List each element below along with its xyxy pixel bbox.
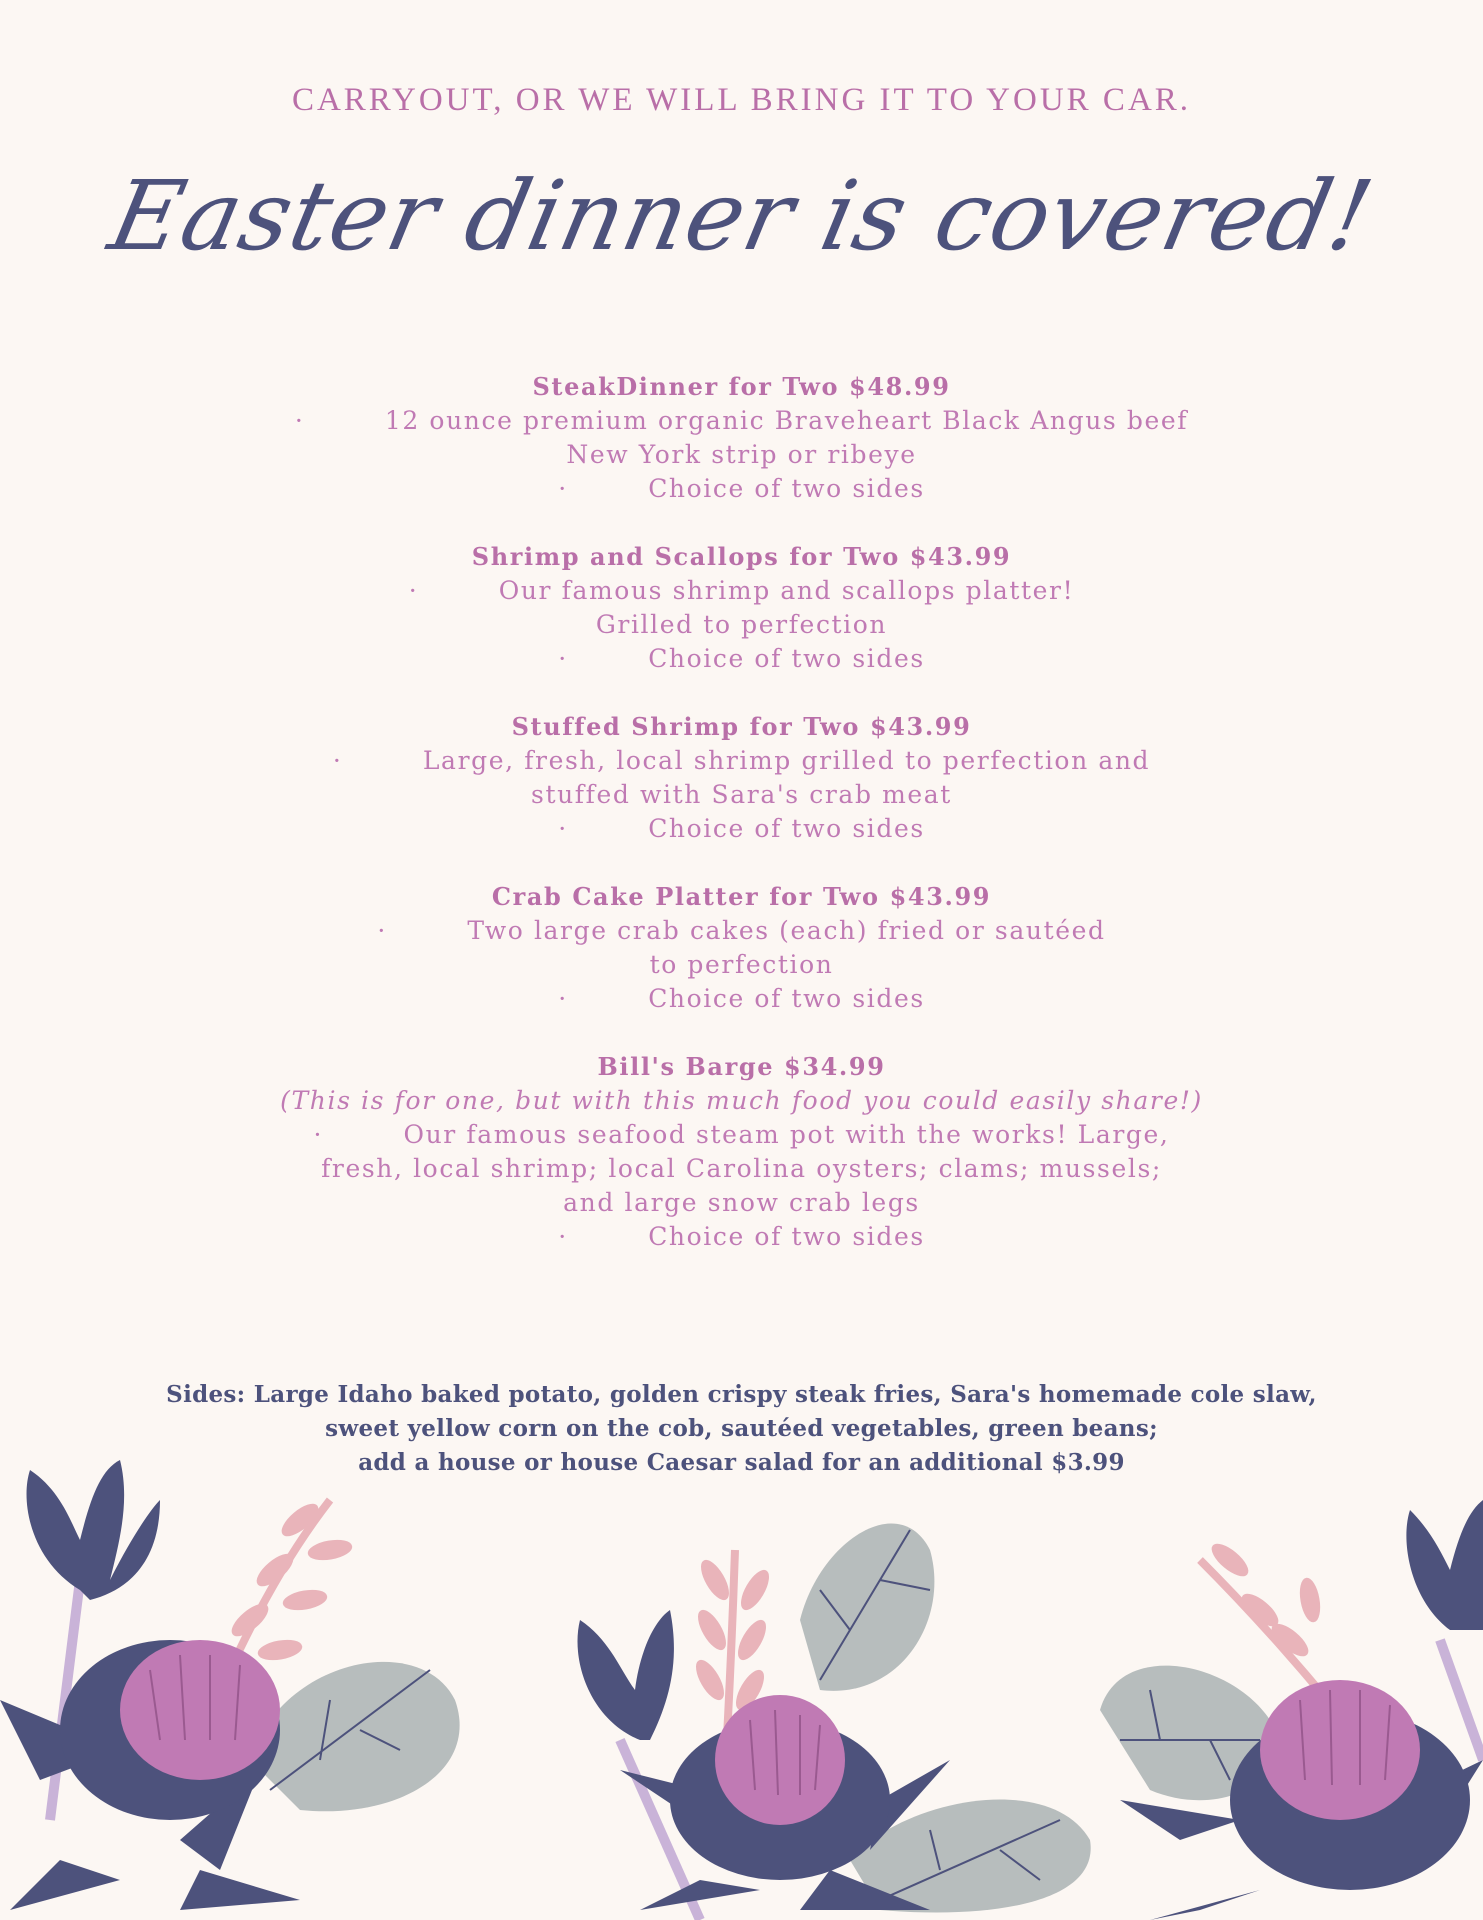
tagline: CARRYOUT, OR WE WILL BRING IT TO YOUR CAR. xyxy=(291,82,1192,118)
menu-item-line-text: Choice of two sides xyxy=(648,474,925,503)
menu-item-line xyxy=(0,642,1483,676)
bullet-icon: · xyxy=(294,406,305,435)
sides-line: add a house or house Caesar salad for an additional $3.99 xyxy=(358,1449,1125,1476)
menu-item-line-text: New York strip or ribeye xyxy=(566,440,917,469)
leaf-icon xyxy=(800,1524,934,1691)
floral-border-illustration xyxy=(0,1440,1483,1920)
menu-item-line-text: Our famous shrimp and scallops platter! xyxy=(498,576,1075,605)
menu-item-title: Bill's Barge $34.99 xyxy=(597,1052,886,1081)
page-title: Easter dinner is covered! xyxy=(100,160,1383,272)
menu-item-line xyxy=(0,914,1483,948)
menu-item-line-text: Grilled to perfection xyxy=(595,610,888,639)
menu-item-title: Crab Cake Platter for Two $43.99 xyxy=(491,882,992,911)
menu-item-line xyxy=(0,982,1483,1016)
menu-item xyxy=(0,540,1483,676)
menu-item-line xyxy=(0,608,1483,642)
menu-item xyxy=(0,710,1483,846)
menu-item xyxy=(0,1050,1483,1254)
menu-item-line-text: Two large crab cakes (each) fried or sautéed xyxy=(467,916,1106,945)
menu-item-line xyxy=(0,574,1483,608)
menu-item-line xyxy=(0,1186,1483,1220)
sides-line: Sides: Large Idaho baked potato, golden crispy steak fries, Sara's homemade cole slaw, xyxy=(166,1381,1317,1408)
menu-item xyxy=(0,370,1483,506)
menu-item-line xyxy=(0,404,1483,438)
menu-item-line-text: fresh, local shrimp; local Carolina oysters; clams; mussels; xyxy=(321,1154,1162,1183)
flower-icon xyxy=(0,1640,300,1910)
bullet-icon: · xyxy=(313,1120,324,1149)
menu-item-line-text: Large, fresh, local shrimp grilled to perfection and xyxy=(422,746,1151,775)
menu-item-line xyxy=(0,1118,1483,1152)
leaf-icon xyxy=(250,1662,460,1811)
bullet-icon: · xyxy=(558,984,568,1013)
sides-line: sweet yellow corn on the cob, sautéed vegetables, green beans; xyxy=(325,1415,1158,1442)
menu-item xyxy=(0,880,1483,1016)
menu-item-line xyxy=(0,472,1483,506)
menu-item-line xyxy=(0,1152,1483,1186)
menu-item-line-text: Choice of two sides xyxy=(648,644,925,673)
bullet-icon: · xyxy=(558,1222,568,1251)
menu-item-line xyxy=(0,812,1483,846)
menu-item-line xyxy=(0,1220,1483,1254)
menu-item-line-text: to perfection xyxy=(649,950,834,979)
menu-item-line-text: and large snow crab legs xyxy=(563,1188,920,1217)
menu-item-line xyxy=(0,778,1483,812)
menu-list xyxy=(0,370,1483,1288)
menu-item-title: Shrimp and Scallops for Two $43.99 xyxy=(471,542,1012,571)
menu-item-line-text: Choice of two sides xyxy=(648,1222,925,1251)
bullet-icon: · xyxy=(558,644,568,673)
bullet-icon: · xyxy=(558,814,568,843)
menu-item-note: (This is for one, but with this much food you could easily share!) xyxy=(280,1086,1203,1115)
menu-item-line xyxy=(0,744,1483,778)
bullet-icon: · xyxy=(377,916,387,945)
menu-item-title: SteakDinner for Two $48.99 xyxy=(532,372,951,401)
bullet-icon: · xyxy=(408,576,419,605)
menu-item-line-text: Choice of two sides xyxy=(648,814,925,843)
bullet-icon: · xyxy=(332,746,343,775)
menu-item-line-text: 12 ounce premium organic Braveheart Black Angus beef xyxy=(384,406,1189,435)
bullet-icon: · xyxy=(558,474,568,503)
menu-item-line-text: stuffed with Sara's crab meat xyxy=(531,780,952,809)
menu-item-line-text: Our famous seafood steam pot with the works! Large, xyxy=(403,1120,1170,1149)
menu-item-line-text: Choice of two sides xyxy=(648,984,925,1013)
menu-item-line xyxy=(0,948,1483,982)
menu-item-title: Stuffed Shrimp for Two $43.99 xyxy=(511,712,972,741)
menu-item-line xyxy=(0,438,1483,472)
